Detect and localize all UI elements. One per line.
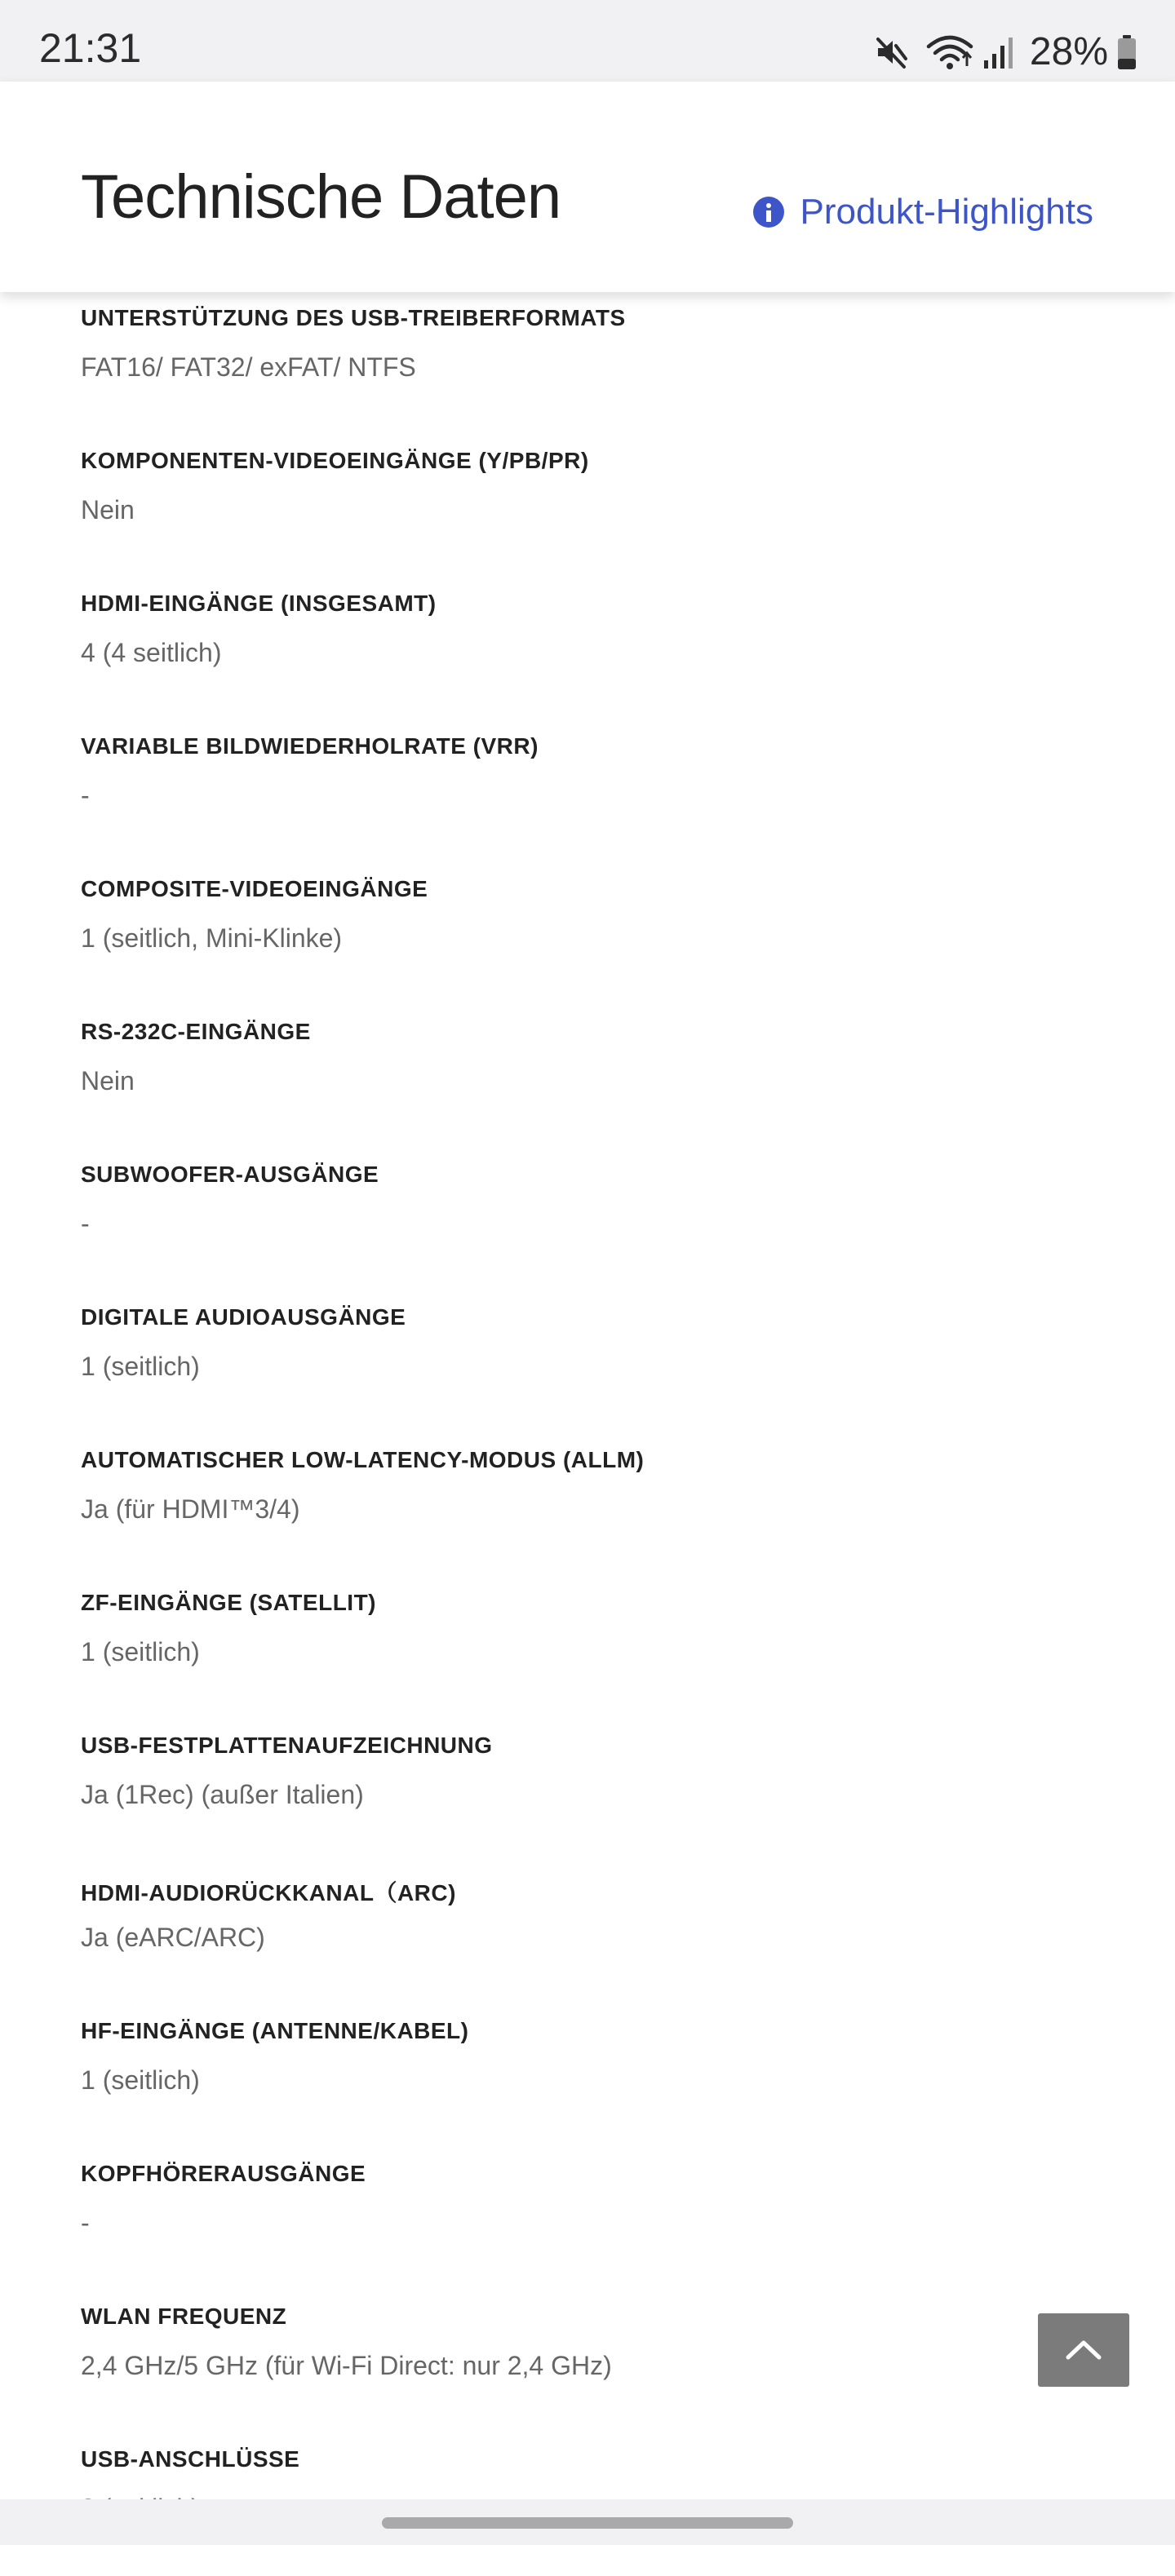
spec-label: KOPFHÖRERAUSGÄNGE [81, 2161, 366, 2186]
spec-item [81, 720, 1093, 863]
spec-label: USB-ANSCHLÜSSE [81, 2446, 300, 2472]
spec-item [81, 2291, 1093, 2433]
page-title: Technische Daten [81, 162, 561, 232]
spec-value: Nein [81, 495, 135, 524]
spec-value: 1 (seitlich) [81, 1352, 200, 1381]
spec-item [81, 1577, 1093, 1720]
spec-item [81, 1434, 1093, 1577]
spec-label: UNTERSTÜTZUNG DES USB-TREIBERFORMATS [81, 305, 626, 330]
spec-value: - [81, 781, 90, 810]
scroll-to-top-button[interactable] [1038, 2313, 1129, 2387]
spec-item [81, 578, 1093, 720]
battery-icon [1116, 34, 1137, 70]
spec-label: HF-EINGÄNGE (ANTENNE/KABEL) [81, 2018, 469, 2043]
spec-value: 1 (seitlich, Mini-Klinke) [81, 923, 343, 953]
spec-label: HDMI-EINGÄNGE (INSGESAMT) [81, 591, 437, 616]
spec-item [81, 435, 1093, 578]
spec-label: AUTOMATISCHER LOW-LATENCY-MODUS (ALLM) [81, 1447, 645, 1472]
spec-item [81, 2005, 1093, 2148]
spec-label: WLAN FREQUENZ [81, 2304, 287, 2329]
spec-value: - [81, 2208, 90, 2237]
spec-item [81, 1149, 1093, 1291]
product-highlights-label: Produkt-Highlights [800, 192, 1093, 232]
spec-label: HDMI-AUDIORÜCKKANAL（ARC) [81, 1880, 456, 1905]
status-time: 21:31 [39, 25, 142, 71]
spec-value: 4 (4 seitlich) [81, 638, 222, 667]
spec-label: ZF-EINGÄNGE (SATELLIT) [81, 1590, 376, 1615]
spec-label: DIGITALE AUDIOAUSGÄNGE [81, 1304, 406, 1330]
chevron-up-icon [1063, 2331, 1104, 2367]
signal-icon [982, 34, 1017, 70]
spec-label: RS-232C-EINGÄNGE [81, 1019, 311, 1044]
spec-value: 1 (seitlich) [81, 1637, 200, 1666]
spec-item [81, 1720, 1093, 1862]
spec-value: Nein [81, 1066, 135, 1095]
home-indicator[interactable] [382, 2517, 793, 2529]
spec-item [81, 863, 1093, 1006]
spec-value: Ja (eARC/ARC) [81, 1923, 265, 1952]
mute-icon [873, 34, 909, 70]
page-header [0, 82, 1175, 292]
system-nav-bar [0, 2499, 1175, 2545]
spec-label: USB-FESTPLATTENAUFZEICHNUNG [81, 1733, 493, 1758]
spec-value: 1 (seitlich) [81, 2065, 200, 2095]
spec-value: - [81, 1209, 90, 1238]
spec-value: Ja (für HDMI™3/4) [81, 1494, 300, 1524]
info-icon [753, 197, 784, 228]
spec-label: COMPOSITE-VIDEOEINGÄNGE [81, 876, 428, 901]
spec-list [81, 292, 1093, 2576]
spec-item [81, 1862, 1093, 2005]
spec-label: VARIABLE BILDWIEDERHOLRATE (VRR) [81, 733, 539, 759]
spec-item [81, 2148, 1093, 2291]
spec-label: KOMPONENTEN-VIDEOEINGÄNGE (Y/PB/PR) [81, 448, 589, 473]
spec-item [81, 1291, 1093, 1434]
product-highlights-link[interactable] [753, 194, 1094, 230]
status-icons [873, 29, 1137, 75]
spec-value: Ja (1Rec) (außer Italien) [81, 1780, 364, 1809]
spec-value: 2,4 GHz/5 GHz (für Wi-Fi Direct: nur 2,4 GHz) [81, 2351, 612, 2380]
spec-item [81, 1006, 1093, 1149]
spec-value: FAT16/ FAT32/ exFAT/ NTFS [81, 352, 416, 382]
spec-label: SUBWOOFER-AUSGÄNGE [81, 1162, 379, 1187]
status-bar [0, 0, 1175, 82]
battery-percent: 28% [1029, 30, 1108, 73]
wifi-icon [925, 33, 974, 71]
spec-item [81, 292, 1093, 435]
